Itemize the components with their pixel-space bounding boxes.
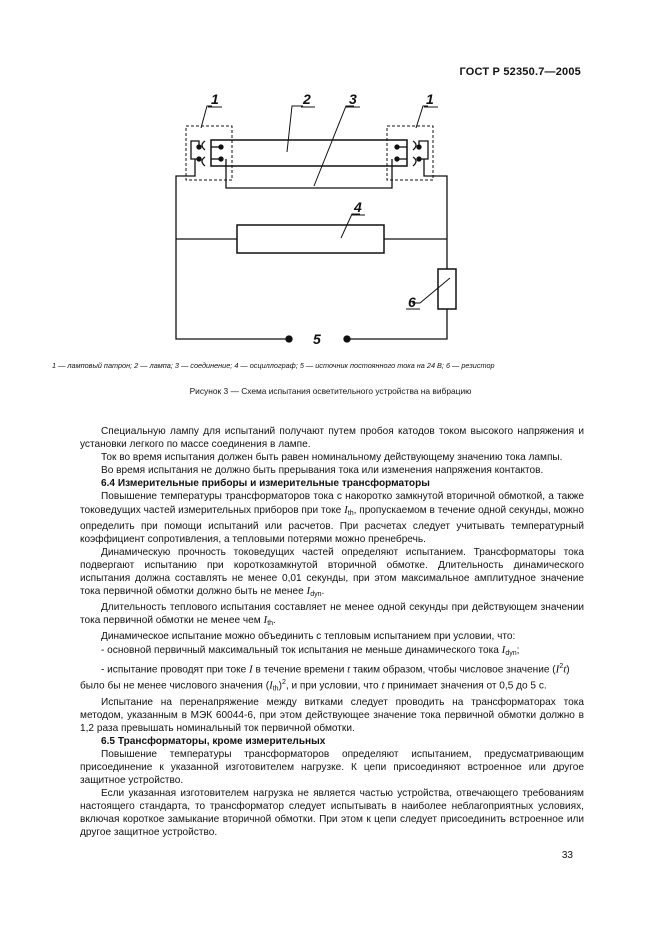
text-run: Повышение температуры трансформаторов тока с накоротко замкнутой вторичной обмоткой, а также токоведущих частей измерительных приборов при токе [80, 491, 584, 516]
terminal-dot [219, 145, 223, 149]
circuit-wire-left-main [176, 159, 289, 339]
list-item: - основной первичный максимальный ток испытания не меньше динамического тока $I_{dyn}$; [101, 643, 520, 657]
paragraph: Специальную лампу для испытаний получают путем пробоя катодов током высокого напряжения и установки легкого по массе соединения в лампе. [80, 426, 584, 451]
text-run: принимает значения от 0,5 до 5 с. [384, 680, 547, 692]
page-number: 33 [561, 850, 573, 861]
superscript: 2 [559, 662, 564, 670]
source-terminal-left [286, 336, 292, 342]
text-run: было бы не менее числового значения ( [80, 680, 270, 692]
superscript: 2 [281, 679, 286, 687]
symbol: I [269, 679, 273, 692]
text-run: - испытание проводят при токе [101, 663, 250, 675]
test-circuit-diagram [0, 0, 661, 360]
symbol: t [381, 679, 385, 692]
text-run: в течение времени [252, 663, 348, 675]
connection-wire [226, 166, 392, 188]
text-run: , пропускаемом в течение одной секунды, можно определить при помощи испытаний или расчетов. При расчетах следует учитывать температурный коэффициент сопротивления, а тепловыми потерями можно пренебречь. [80, 504, 584, 545]
resistor [438, 269, 456, 309]
lamp [211, 140, 407, 166]
holder-contact-right-bottom [413, 157, 416, 166]
section-heading-6-5: 6.5 Трансформаторы, кроме измерительных [101, 735, 326, 747]
terminal-dot [395, 157, 399, 161]
symbol: t [563, 662, 567, 675]
leader-line [341, 214, 360, 238]
text-run: - основной первичный максимальный ток испытания не меньше динамического тока [101, 644, 502, 656]
label-holder-right: 1 [426, 91, 434, 107]
symbol: t [347, 662, 351, 675]
figure-legend: 1 — ламповый патрон; 2 — лампа; 3 — соединение; 4 — осциллограф; 5 — источник постоянного тока на 24 В; 6 — резистор [52, 361, 495, 370]
text-run: таким образом, чтобы числовое значение ( [350, 663, 556, 675]
circuit-wire-bottom-right [347, 309, 447, 339]
subscript: th [267, 620, 274, 628]
figure-caption: Рисунок 3 — Схема испытания осветительного устройства на вибрацию [189, 386, 472, 396]
oscillograph [237, 225, 384, 253]
paragraph: Повышение температуры трансформаторов определяют испытанием, предусматривающим присоединение к указанной изготовителем нагрузке. К цепи присоединяют встроенное или другое защитное устройство. [80, 748, 584, 787]
circuit-wire-left [191, 141, 199, 159]
holder-contact-left-bottom [202, 157, 205, 166]
label-source: 5 [313, 331, 321, 347]
label-resistor: 6 [408, 294, 416, 310]
circuit-wire-right-main [424, 159, 447, 269]
lamp-holder-left [186, 126, 232, 180]
leader-line [201, 106, 212, 128]
symbol: I [306, 585, 311, 598]
leader-line [287, 106, 303, 152]
circuit-wire-right [419, 141, 428, 159]
text-run: ) [566, 663, 570, 675]
paragraph: Если указанная изготовителем нагрузка не является частью устройства, отвечающего требованиям настоящего стандарта, то трансформатор следует испытывать в наиболее неблагоприятных условиях, включая короткое замыкание вторичной обмотки. При этом к цепи следует присоединить встроенное или другое защитное устройство. [80, 788, 584, 839]
paragraph [80, 490, 584, 545]
paragraph: Динамическую прочность токоведущих частей определяют испытанием. Трансформаторы тока подвергают испытанию при короткозамкнутой вторичной обмотке. Длительность динамического испытания должна составлять не менее 0,01 секунды, при этом максимальное амплитудное значение тока первичной обмотки должно быть не менее $I_{dyn}$. [80, 546, 584, 599]
label-connection: 3 [349, 91, 357, 107]
symbol: I [501, 643, 506, 656]
paragraph: Ток во время испытания должен быть равен номинальному действующему значению тока лампы. [101, 452, 563, 464]
leader-line [314, 106, 354, 186]
symbol: I [344, 503, 348, 516]
lamp-holder-right [387, 126, 433, 180]
holder-contact-right-top [413, 141, 416, 150]
symbol: I [249, 662, 253, 675]
subscript: th [272, 685, 279, 693]
paragraph: Испытание на перенапряжение между витками следует проводить на трансформаторах тока методом, указанным в МЭК 60044-6, при этом действующее значение тока первичной обмотки должно в 1,2 раза превышать номинальный ток первичной обмотки. [80, 696, 584, 734]
list-item-continuation: было бы не менее числового значения $(I_{th})^2$, и при условии, что t принимает значения от 0,5 до 5 с. [80, 679, 547, 693]
subscript: dyn [505, 649, 517, 657]
label-holder-left: 1 [211, 91, 219, 107]
paragraph: Во время испытания не должно быть прерывания тока или изменения напряжения контактов. [101, 465, 544, 477]
terminal-dot [395, 145, 399, 149]
holder-contact-left-top [202, 141, 205, 150]
paragraph: Длительность теплового испытания составляет не менее одной секунды при действующем значении тока первичной обмотки не менее чем $I_{th}$. [80, 602, 584, 628]
text-run: Длительность теплового испытания составляет не менее одной секунды при действующем значении тока первичной обмотки не менее чем [80, 602, 584, 627]
terminal-dot [219, 157, 223, 161]
text-run: , и при условии, что [285, 680, 382, 692]
label-oscillograph: 4 [354, 199, 362, 215]
symbol: I [263, 614, 268, 627]
label-lamp: 2 [303, 91, 311, 107]
leader-line [416, 106, 428, 128]
paragraph: Динамическое испытание можно объединить с тепловым испытанием при условии, что: [101, 631, 516, 643]
body-text [80, 425, 584, 840]
subscript: dyn [310, 591, 322, 599]
source-terminal-right [344, 336, 350, 342]
symbol: I [555, 662, 560, 675]
text-run: Динамическую прочность токоведущих частей определяют испытанием. Трансформаторы тока подвергают испытанию при короткозамкнутой вторичной обмотке. Длительность динамического испытания должна составлять не менее 0,01 секунды, при этом максимальное амплитудное значение тока первичной обмотки должно быть не менее [80, 546, 584, 598]
subscript: th [347, 509, 354, 517]
leader-line [412, 278, 450, 303]
section-heading-6-4: 6.4 Измерительные приборы и измерительные трансформаторы [101, 478, 430, 490]
document-header: ГОСТ Р 52350.7—2005 [459, 66, 581, 78]
list-item [80, 660, 584, 676]
